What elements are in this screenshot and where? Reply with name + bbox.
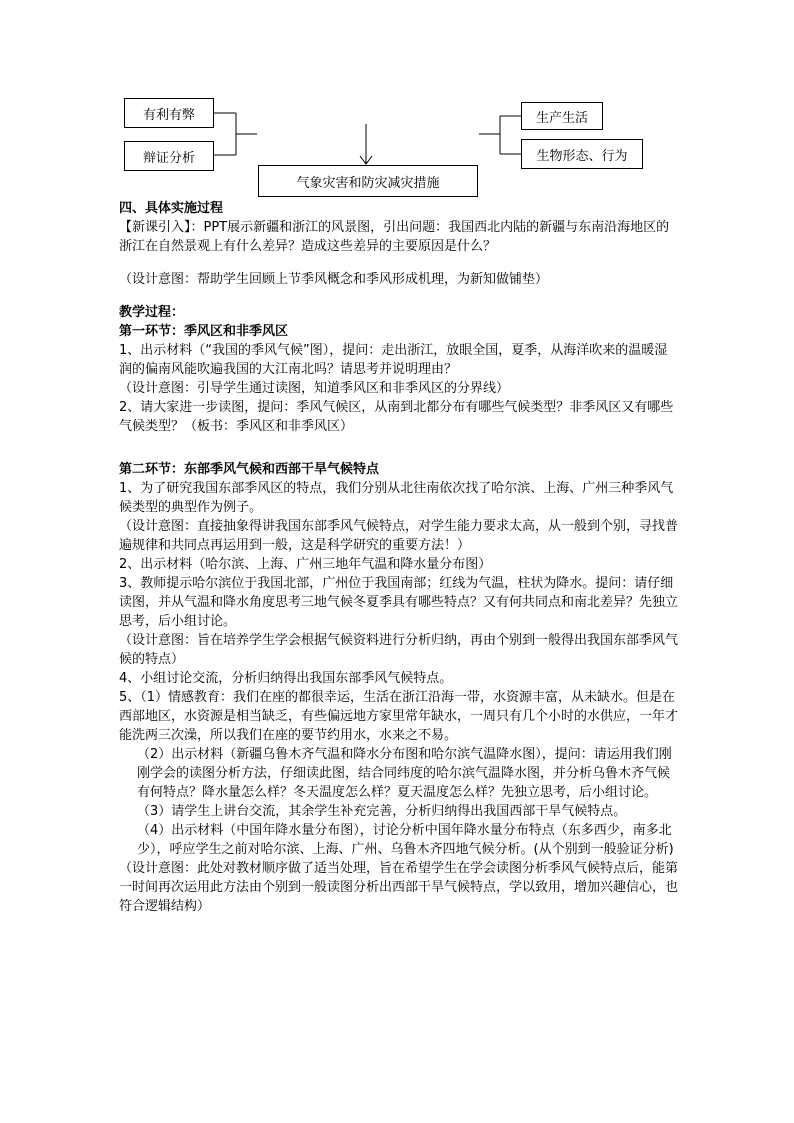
box-biology-behavior: 生物形态、行为 [521, 139, 643, 169]
part2-item5-4: （4）出示材料（中国年降水量分布图），讨论分析中国年降水量分布特点（东多西少，南多北少），呼应学生之前对哈尔滨、上海、广州、乌鲁木齐四地气候分析。(从个别到一般验证分析) [137, 823, 674, 857]
part1-title: 第一环节：季风区和非季风区 [119, 324, 289, 339]
box-pros-cons: 有利有弊 [124, 98, 214, 128]
part2-item5-1: 5、（1）情感教育：我们在座的都很幸运，生活在浙江沿海一带，水资源丰富，从未缺水。但是在西部地区，水资源是相当缺乏，有些偏远地方家里常年缺水，一周只有几个小时的水供应，一年才能洗两三次澡，所以我们在座的要节约用水，水来之不易。 [119, 690, 679, 743]
intro-paragraph: 【新课引入】：PPT展示新疆和浙江的风景图，引出问题：我国西北内陆的新疆与东南沿海地区的浙江在自然景观上有什么差异？造成这些差异的主要原因是什么？ [119, 220, 670, 254]
part2-item2: 2、出示材料（哈尔滨、上海、广州三地年气温和降水量分布图） [119, 557, 492, 572]
part1-item2: 2、请大家进一步读图，提问：季风气候区，从南到北都分布有哪些气候类型？非季风区又有哪些气候类型？（板书：季风区和非季风区） [119, 400, 674, 434]
part2-item5-2: （2）出示材料（新疆乌鲁木齐气温和降水分布图和哈尔滨气温降水图），提问：请运用我们刚刚学会的读图分析方法，仔细读此图，结合同纬度的哈尔滨气温降水图，并分析乌鲁木齐气候有何特点？降水量怎么样？冬天温度怎么样？夏天温度怎么样？先独立思考，后小组讨论。 [137, 747, 672, 800]
section-title: 四、具体实施过程 [119, 201, 224, 216]
part1-design-note: （设计意图：引导学生通过读图，知道季风区和非季风区的分界线） [119, 381, 510, 396]
part2-item5-3: （3）请学生上讲台交流，其余学生补充完善，分析归纳得出我国西部干旱气候特点。 [137, 804, 627, 819]
box-dialectical-analysis: 辩证分析 [124, 141, 214, 171]
part2-item1: 1、为了研究我国东部季风区的特点，我们分别从北往南依次找了哈尔滨、上海、广州三种季风气候类型的典型作为例子。 [119, 481, 674, 515]
part2-design-note-3: （设计意图：此处对教材顺序做了适当处理，旨在希望学生在学会读图分析季风气候特点后，能第一时间再次运用此方法由个别到一般读图分析出西部干旱气候特点，学以致用，增加兴趣信心，也符合逻辑结构） [119, 861, 679, 914]
part2-item4: 4、小组讨论交流，分析归纳得出我国东部季风气候特点。 [119, 671, 453, 686]
part2-design-note-1: （设计意图：直接抽象得讲我国东部季风气候特点，对学生能力要求太高，从一般到个别，寻找普遍规律和共同点再运用到一般，这是科学研究的重要方法！） [119, 519, 679, 553]
process-title: 教学过程： [119, 305, 185, 320]
document-body [119, 199, 679, 916]
box-weather-disasters: 气象灾害和防灾减灾措施 [258, 165, 478, 197]
intro-design-note: （设计意图：帮助学生回顾上节季风概念和季风形成机理，为新知做铺垫） [119, 272, 549, 287]
concept-diagram [0, 0, 794, 200]
part1-item1: 1、出示材料（“我国的季风气候”图），提问：走出浙江，放眼全国，夏季，从海洋吹来的温暖湿润的偏南风能吹遍我国的大江南北吗？请思考并说明理由？ [119, 343, 668, 377]
box-production-life: 生产生活 [521, 102, 603, 130]
part2-title: 第二环节：东部季风气候和西部干旱气候特点 [119, 462, 380, 477]
part2-item3: 3、教师提示哈尔滨位于我国北部，广州位于我国南部；红线为气温，柱状为降水。提问：请仔细读图，并从气温和降水角度思考三地气候冬夏季具有哪些特点？又有何共同点和南北差异？先独立思考，后小组讨论。 [119, 576, 679, 629]
part2-design-note-2: （设计意图：旨在培养学生学会根据气候资料进行分析归纳，再由个别到一般得出我国东部季风气候的特点） [119, 633, 679, 667]
